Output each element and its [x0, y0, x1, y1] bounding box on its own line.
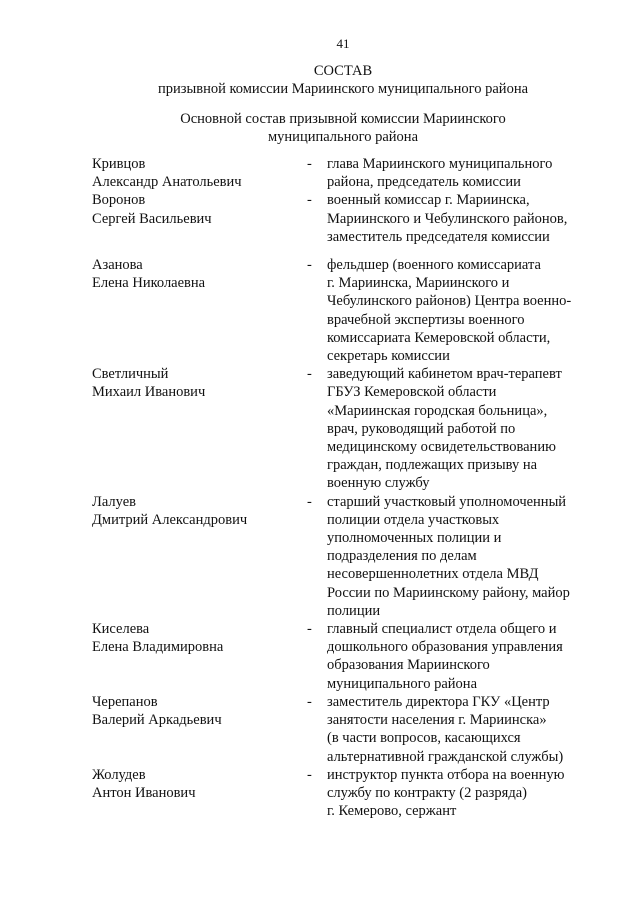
member-surname: Лалуев [92, 493, 136, 510]
member-name [92, 693, 307, 766]
member-given-names: Елена Николаевна [92, 275, 206, 292]
member-dash: - [307, 693, 312, 710]
member-dash: - [307, 156, 312, 172]
member-given-names: Валерий Аркадьевич [92, 712, 222, 729]
member-role: глава Мариинского муниципального района, председатель комиссии [327, 156, 553, 191]
member-role: заместитель директора ГКУ «Центр занятости населения г. Мариинска» (в части вопросов, касающихся альтернативной гражданской службы) [327, 693, 564, 765]
member-row [92, 620, 612, 693]
member-surname: Киселева [92, 621, 150, 638]
document-title: СОСТАВ [313, 63, 373, 79]
member-given-names: Дмитрий Александрович [92, 511, 248, 528]
member-dash: - [307, 493, 312, 510]
member-row [92, 365, 612, 492]
section-title-line-1: Основной состав призывной комиссии Мариинского [180, 111, 506, 127]
member-given-names: Елена Владимировна [92, 639, 224, 656]
member-surname: Воронов [92, 192, 146, 209]
member-surname: Светличный [92, 366, 169, 383]
section-heading [0, 110, 640, 146]
member-name [92, 155, 307, 191]
member-role: главный специалист отдела общего и дошкольного образования управления образования Мариинского муниципального района [327, 621, 563, 692]
member-name [92, 256, 307, 365]
member-surname: Кривцов [92, 156, 146, 172]
member-role: заведующий кабинетом врач-терапевт ГБУЗ Кемеровской области «Мариинская городская больница», врач, руководящий работой по медицинскому освидетельствованию граждан, подлежащих призыву на военную службу [327, 366, 562, 492]
member-row [92, 493, 612, 620]
member-name [92, 365, 307, 492]
member-surname: Жолудев [92, 766, 146, 783]
member-dash: - [307, 366, 312, 383]
commission-members-list [92, 155, 612, 820]
member-dash: - [307, 621, 312, 638]
member-name [92, 493, 307, 620]
member-role: военный комиссар г. Мариинска, Мариинского и Чебулинского районов, заместитель председателя комиссии [327, 192, 568, 245]
member-row [92, 256, 612, 365]
member-surname: Азанова [92, 257, 143, 274]
member-given-names: Сергей Васильевич [92, 210, 212, 227]
member-role: фельдшер (военного комиссариата г. Мариинска, Мариинского и Чебулинского районов) Центра военно- врачебной экспертизы военного комиссариата Кемеровской области, секретарь комиссии [327, 257, 572, 365]
member-role: старший участковый уполномоченный полиции отдела участковых уполномоченных полиции и подразделения по делам несовершеннолетних отдела МВД России по Мариинскому району, майор полиции [327, 493, 570, 619]
member-given-names: Александр Анатольевич [92, 174, 242, 191]
member-dash: - [307, 257, 312, 274]
member-name [92, 620, 307, 693]
document-heading [0, 62, 640, 98]
member-role: инструктор пункта отбора на военную службу по контракту (2 разряда) г. Кемерово, сержант [327, 766, 565, 820]
member-name [92, 191, 307, 246]
member-row [92, 191, 612, 246]
member-dash: - [307, 192, 312, 209]
section-title-line-2: муниципального района [268, 129, 418, 145]
member-row [92, 693, 612, 766]
member-row [92, 766, 612, 821]
member-given-names: Антон Иванович [92, 784, 196, 801]
member-dash: - [307, 766, 312, 783]
member-row [92, 155, 612, 191]
member-given-names: Михаил Иванович [92, 384, 206, 401]
member-name [92, 766, 307, 821]
document-subtitle: призывной комиссии Мариинского муниципального района [157, 81, 529, 97]
page-number: 41 [336, 36, 350, 51]
member-surname: Черепанов [92, 693, 158, 710]
